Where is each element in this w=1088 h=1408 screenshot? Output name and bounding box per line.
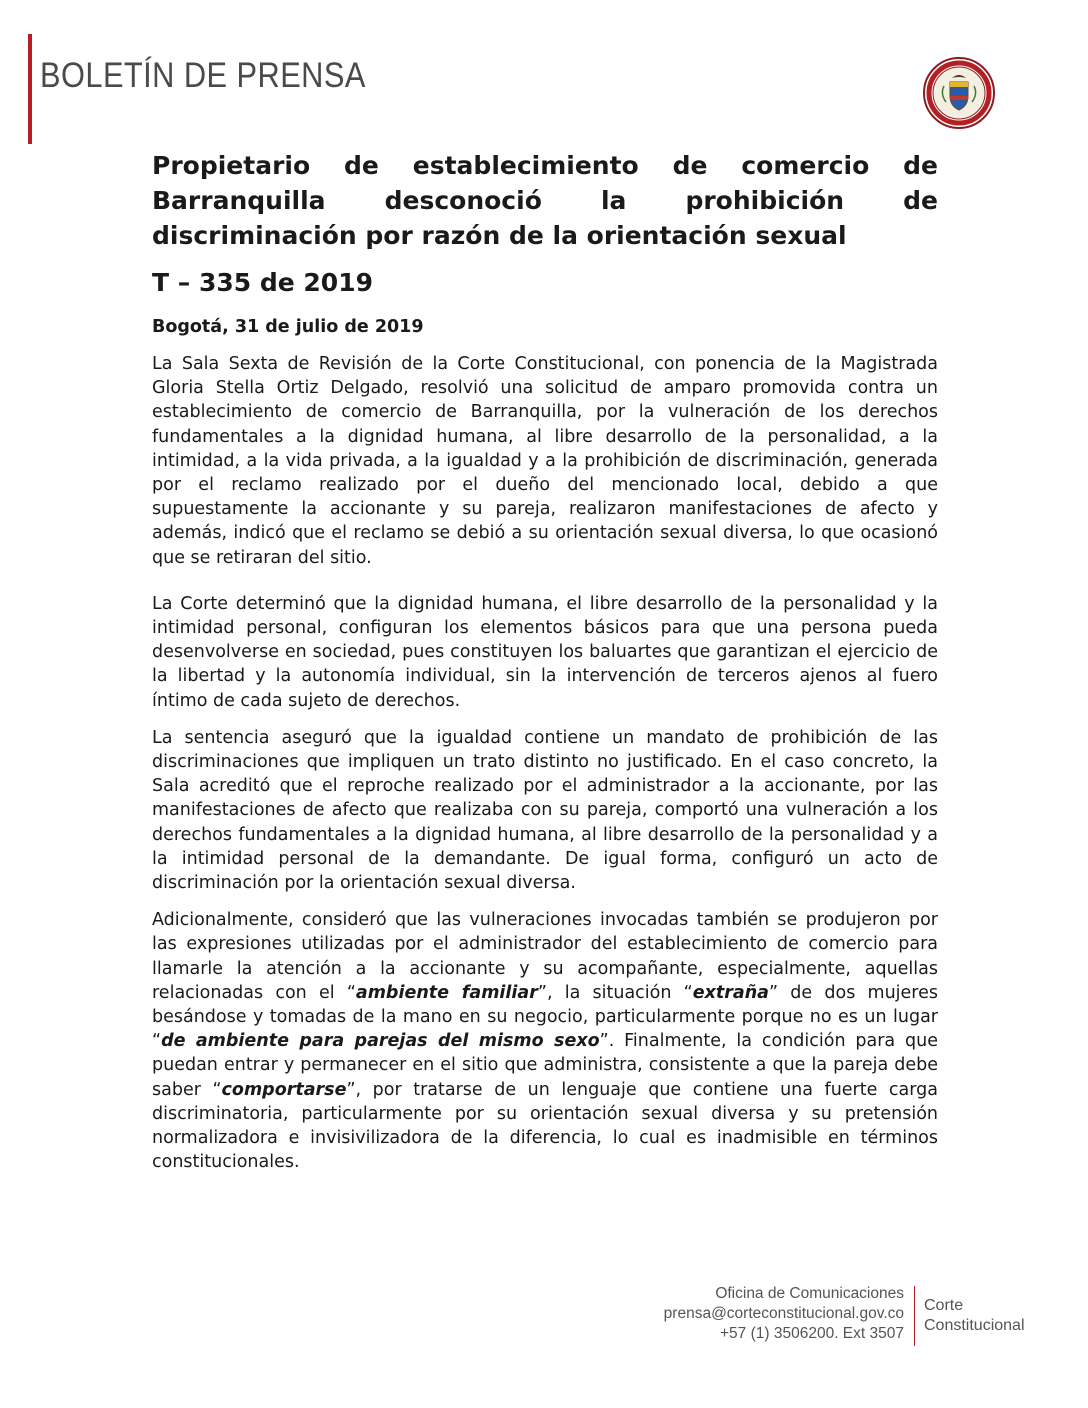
footer-brand-line-2: Constitucional bbox=[924, 1317, 1025, 1334]
footer-brand-line-1: Corte bbox=[924, 1297, 964, 1314]
article-headline: Propietario de establecimiento de comercio de Barranquilla desconoció la prohibición de discriminación por razón de la orientación sexual bbox=[152, 151, 938, 250]
footer-divider bbox=[914, 1286, 915, 1346]
footer-office: Oficina de Comunicaciones bbox=[715, 1285, 904, 1302]
paragraph-4-text: ”, por tratarse de un lenguaje que contiene una fuerte carga discriminatoria, particularmente por su orientación sexual diversa y su pretensión normalizadora e invisivilizadora de la diferencia, lo cual es inadmisible en términos constitucionales. bbox=[152, 1079, 938, 1173]
paragraph-3: La sentencia aseguró que la igualdad contiene un mandato de prohibición de las discriminaciones que impliquen un trato distinto no justificado. En el caso concreto, la Sala acreditó que el reproche realizado por el administrador a la accionante, por las manifestaciones de afecto que realizaba con su pareja, comportó una vulneración a los derechos fundamentales a la dignidad humana, al libre desarrollo de la personalidad y a la intimidad personal de la demandante. De igual forma, configuró un acto de discriminación por la orientación sexual diversa. bbox=[152, 727, 938, 894]
ruling-number: T – 335 de 2019 bbox=[152, 268, 373, 297]
footer-phone: +57 (1) 3506200. Ext 3507 bbox=[720, 1325, 904, 1342]
dateline: Bogotá, 31 de julio de 2019 bbox=[152, 317, 424, 337]
constitutional-court-seal-icon bbox=[922, 56, 996, 130]
header-accent-bar bbox=[28, 34, 32, 144]
quote-ambiente-familiar: ambiente familiar bbox=[355, 982, 538, 1003]
paragraph-4-text: ”. Finalmente, la condición para que puedan entrar y permanecer en el sitio que administra, consistente a que la pareja debe saber “ bbox=[152, 1031, 938, 1100]
paragraph-2: La Corte determinó que la dignidad humana, el libre desarrollo de la personalidad y la intimidad personal, configuran los elementos básicos para que una persona pueda desenvolverse en sociedad, pues constituyen los baluartes que garantizan el ejercicio de la libertad y la autonomía individual, sin la intervención de terceros ajenos al fuero íntimo de cada sujeto de derechos. bbox=[152, 593, 938, 711]
paragraph-4-text: Adicionalmente, consideró que las vulneraciones invocadas también se produjeron por las expresiones utilizadas por el administrador del establecimiento de comercio para llamarle la atención a la accionante y su acompañante, especialmente, aquellas relacionadas con el “ bbox=[152, 910, 938, 1003]
article bbox=[152, 148, 938, 1175]
paragraph-4-text: ” de dos mujeres besándose y tomadas de la mano en su negocio, particularmente porque no es un lugar “ bbox=[152, 982, 938, 1052]
paragraph-4 bbox=[152, 908, 938, 1174]
paragraph-4-text: ”, la situación “ bbox=[537, 982, 693, 1003]
footer bbox=[640, 1284, 1040, 1354]
bulletin-title: BOLETÍN DE PRENSA bbox=[40, 56, 366, 95]
quote-ambiente-parejas: de ambiente para parejas del mismo sexo bbox=[161, 1031, 600, 1052]
footer-brand bbox=[924, 1296, 1025, 1336]
paragraph-1: La Sala Sexta de Revisión de la Corte Constitucional, con ponencia de la Magistrada Gloria Stella Ortiz Delgado, resolvió una solicitud de amparo promovida contra un establecimiento de comercio de Barranquilla, por la vulneración de los derechos fundamentales a la dignidad humana, al libre desarrollo de la personalidad, a la intimidad, a la vida privada, a la igualdad y a la prohibición de discriminación, generada por el reclamo realizado por el dueño del mencionado local, debido a que supuestamente la accionante y su pareja, realizaron manifestaciones de afecto y además, indicó que el reclamo se debió a su orientación sexual diversa, lo que ocasionó que se retiraran del sitio. bbox=[152, 354, 938, 568]
footer-email[interactable]: prensa@corteconstitucional.gov.co bbox=[663, 1305, 904, 1322]
quote-comportarse: comportarse bbox=[221, 1079, 347, 1100]
footer-contact bbox=[664, 1284, 904, 1344]
quote-extrana: extraña bbox=[692, 982, 769, 1003]
